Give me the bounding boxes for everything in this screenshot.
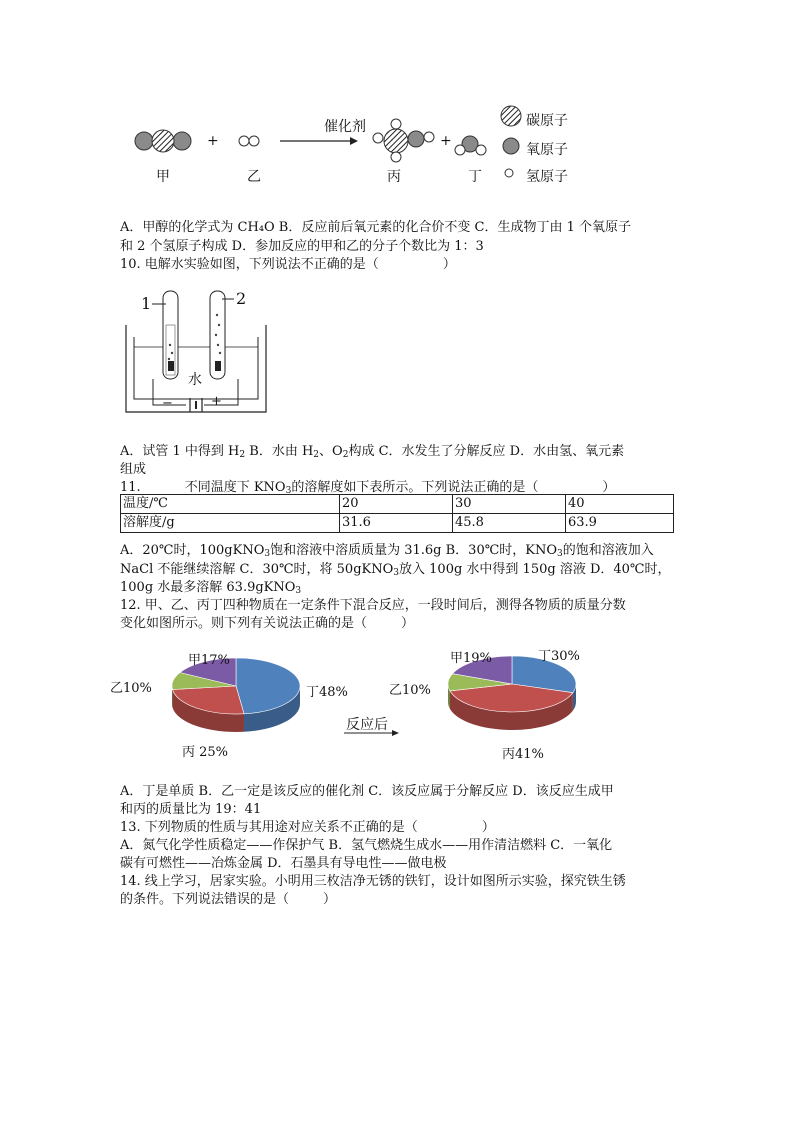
molecule-jia — [135, 130, 191, 152]
q10-options-line2: 组成 — [120, 462, 147, 477]
pie-charts — [110, 640, 610, 770]
table-cell: 31.6 — [340, 514, 453, 533]
q14-stem-text: 的条件。下列说法错误的是（ — [120, 892, 290, 907]
q10-stem-text: 10. 电解水实验如图，下列说法不正确的是（ — [120, 257, 379, 272]
q10-stem-end: ） — [442, 257, 456, 272]
q13-options-line2: 碳有可燃性——冶炼金属 D．石墨具有导电性——做电极 — [120, 856, 447, 871]
catalyst-label: 催化剂 — [324, 119, 366, 135]
q10-opt-b-mid: 、O — [319, 444, 343, 459]
q11-num: 11. — [120, 480, 141, 495]
oxygen-legend-icon — [503, 138, 519, 154]
legend-carbon: 碳原子 — [526, 113, 568, 129]
water-label: 水 — [188, 372, 202, 388]
label-ding: 丁 — [468, 169, 482, 185]
q11-opt-d: 放入 100g 水中得到 150g 溶液 D．40℃时， — [399, 562, 671, 577]
q11-opt-d-end: 100g 水最多溶解 63.9gKNO — [120, 580, 296, 595]
q13-stem-end: ） — [481, 820, 495, 835]
table-cell: 40 — [566, 495, 674, 514]
q11-stem-end: ） — [602, 480, 616, 495]
molecule-ding — [455, 136, 486, 155]
tube-2-label: 2 — [236, 289, 247, 308]
plus-terminal: + — [211, 394, 222, 409]
table-row — [121, 514, 674, 533]
pie-label: 丁30% — [538, 649, 580, 664]
table-cell: 20 — [340, 495, 453, 514]
pie-label: 丙41% — [502, 747, 544, 762]
pie-label: 甲17% — [188, 653, 230, 668]
q12-stem-line2 — [120, 614, 414, 633]
pie-label: 乙10% — [110, 681, 152, 696]
label-jia: 甲 — [156, 169, 170, 185]
q14-stem-line1: 14. 线上学习，居家实验。小明用三枚洁净无锈的铁钉，设计如图所示实验，探究铁生锈 — [120, 874, 626, 889]
q10-opt-b: B．水由 H — [245, 444, 314, 459]
q14-stem-end: ） — [323, 892, 337, 907]
minus-terminal: − — [162, 396, 173, 411]
q11-stem-post: 的溶解度如下表所示。下列说法正确的是（ — [291, 480, 539, 495]
q9-options-line1: A．甲醇的化学式为 CH₄O B．反应前后氧元素的化合价不变 C．生成物丁由 1 个氧原子 — [120, 220, 631, 235]
plus-sign-1: + — [207, 133, 219, 149]
legend-oxygen: 氧原子 — [526, 142, 568, 158]
q13-stem-text: 13. 下列物质的性质与其用途对应关系不正确的是（ — [120, 820, 418, 835]
reaction-arrow-2 — [344, 728, 400, 738]
q11-options-line3 — [120, 578, 301, 597]
q10-opt-a-sub: 2 — [239, 450, 246, 460]
table-cell: 45.8 — [453, 514, 566, 533]
q11-options-line1 — [120, 541, 654, 560]
q10-stem — [120, 255, 456, 274]
q12-options-line2: 和丙的质量比为 19：41 — [120, 802, 262, 817]
hydrogen-legend-icon — [505, 169, 513, 177]
solubility-table — [120, 494, 674, 533]
q12-stem-text: 变化如图所示。则下列有关说法正确的是（ — [120, 616, 368, 631]
sub: 3 — [393, 568, 400, 578]
legend-hydrogen: 氢原子 — [526, 169, 568, 185]
label-yi: 乙 — [247, 169, 261, 185]
carbon-legend-icon — [501, 106, 521, 126]
q11-stem-pre: 不同温度下 KNO — [184, 480, 286, 495]
sub: 3 — [295, 586, 302, 596]
q11-opt-b: 饱和溶液中溶质质量为 31.6g B．30℃时，KNO — [270, 543, 558, 558]
q11-opt-b-end: 的饱和溶液加入 — [562, 543, 654, 558]
tube-1-label: 1 — [141, 294, 152, 313]
molecule-yi — [239, 136, 259, 146]
q12-options-line1: A．丁是单质 B．乙一定是该反应的催化剂 C．该反应属于分解反应 D．该反应生成甲 — [120, 784, 614, 799]
q10-opt-a: A．试管 1 中得到 H — [120, 444, 240, 459]
q10-opt-rest: 构成 C．水发生了分解反应 D．水由氢、氧元素 — [348, 444, 625, 459]
pie-label: 丁48% — [306, 685, 348, 700]
q13-stem — [120, 818, 495, 837]
label-bing: 丙 — [387, 169, 401, 185]
q12-stem-line1: 12. 甲、乙、丙丁四种物质在一定条件下混合反应，一段时间后，测得各物质的质量分数 — [120, 598, 626, 613]
q11-opt-a: A．20℃时，100gKNO — [120, 543, 265, 558]
table-cell: 温度/℃ — [121, 495, 340, 514]
pie-label: 丙 25% — [182, 745, 229, 760]
q10-options-line1 — [120, 442, 624, 461]
pie-label: 乙10% — [389, 683, 431, 698]
plus-sign-2: + — [440, 133, 452, 149]
q11-options-line2 — [120, 560, 670, 579]
sub: 3 — [557, 549, 563, 559]
q10-opt-b-sub2: 2 — [342, 450, 349, 460]
arrow-label: 反应后 — [346, 717, 388, 733]
pie-label: 甲19% — [450, 651, 492, 666]
q13-options-line1: A．氮气化学性质稳定——作保护气 B．氢气燃烧生成水——用作清洁燃料 C．一氧化 — [120, 838, 613, 853]
table-cell: 63.9 — [566, 514, 674, 533]
table-row — [121, 495, 674, 514]
q11-opt-c: NaCl 不能继续溶解 C．30℃时，将 50gKNO — [120, 562, 394, 577]
q12-stem-end: ） — [401, 616, 415, 631]
sub: 3 — [264, 549, 271, 559]
q10-opt-b-sub1: 2 — [313, 450, 320, 460]
q14-stem-line2 — [120, 890, 336, 909]
q9-options-line2: 和 2 个氢原子构成 D．参加反应的甲和乙的分子个数比为 1：3 — [120, 239, 484, 254]
molecule-bing — [373, 119, 434, 162]
table-cell: 溶解度/g — [121, 514, 340, 533]
table-cell: 30 — [453, 495, 566, 514]
q11-stem-sub: 3 — [285, 486, 292, 496]
